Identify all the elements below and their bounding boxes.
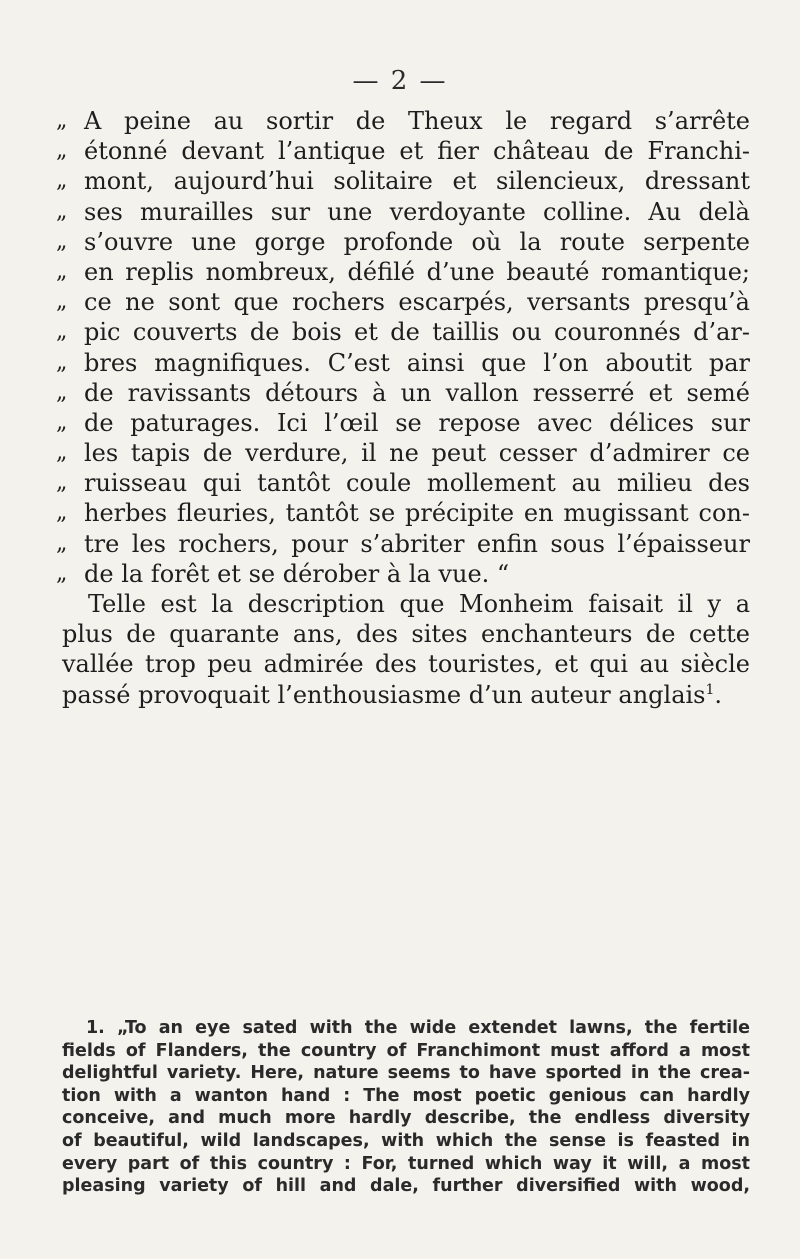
body-text (56, 106, 750, 710)
quote-mark: „ (56, 409, 68, 435)
quote-mark: „ (56, 470, 68, 496)
text-line (56, 468, 750, 498)
quote-mark: „ (56, 258, 68, 284)
quote-mark: „ (56, 319, 68, 345)
quote-mark: „ (56, 228, 68, 254)
text-line (56, 317, 750, 347)
text-line (62, 649, 750, 679)
text-line (56, 529, 750, 559)
quote-mark: „ (56, 289, 68, 315)
text-line (56, 227, 750, 257)
footnote-line: conceive, and much more hardly describe, the endless diversity (62, 1108, 750, 1129)
quote-mark: „ (56, 560, 68, 586)
line-text: s’ouvre une gorge profonde où la route serpente (84, 227, 750, 256)
quote-mark: „ (56, 440, 68, 466)
end-punctuation: . (714, 680, 723, 709)
footnote-line: every part of this country : For, turned which way it will, a most (62, 1153, 750, 1174)
footnote-line: of beautiful, wild landscapes, with which the sense is feasted in (62, 1130, 750, 1151)
line-text: ses murailles sur une verdoyante colline. Au delà (84, 197, 750, 226)
footnote-line: tion with a wanton hand : The most poetic genious can hardly (62, 1085, 750, 1106)
text-line (56, 348, 750, 378)
line-text: tre les rochers, pour s’abriter enfin sous l’épaisseur (84, 529, 750, 558)
line-text: ce ne sont que rochers escarpés, versants presqu’à (84, 288, 750, 317)
line-text: vallée trop peu admirée des touristes, et qui au siècle (62, 650, 750, 679)
text-line (56, 498, 750, 528)
footnote-line: delightful variety. Here, nature seems to have sported in the crea- (62, 1063, 750, 1084)
line-text: de ravissants détours à un vallon resserré et semé (84, 378, 750, 407)
text-line (62, 619, 750, 649)
quote-mark: „ (56, 168, 68, 194)
line-text: Telle est la description que Monheim faisait il y a (88, 590, 750, 618)
quote-mark: „ (56, 349, 68, 375)
text-line (56, 287, 750, 317)
text-line (56, 106, 750, 136)
quote-mark: „ (56, 108, 68, 133)
line-text (62, 680, 750, 710)
line-text: bres magnifiques. C’est ainsi que l’on aboutit par (84, 348, 750, 377)
text-line (56, 136, 750, 166)
footnote-line: pleasing variety of hill and dale, further diversified with wood, (62, 1176, 750, 1197)
footnote-line: 1. „To an eye sated with the wide extendet lawns, the fertile (86, 1018, 750, 1038)
text-line (56, 408, 750, 438)
line-text: en replis nombreux, défilé d’une beauté romantique; (84, 257, 750, 286)
text-line (56, 257, 750, 287)
line-text: mont, aujourd’hui solitaire et silencieux, dressant (84, 167, 750, 196)
text-line (56, 166, 750, 196)
quote-mark: „ (56, 500, 68, 526)
quote-mark: „ (56, 379, 68, 405)
line-text: de paturages. Ici l’œil se repose avec délices sur (84, 408, 750, 437)
text-line (56, 378, 750, 408)
quote-mark: „ (56, 198, 68, 224)
line-text-content: passé provoquait l’enthousiasme d’un auteur anglais (62, 680, 706, 709)
line-text: les tapis de verdure, il ne peut cesser d’admirer ce (84, 439, 750, 468)
line-text: herbes fleuries, tantôt se précipite en mugissant con- (84, 499, 750, 528)
footnote-line: fields of Flanders, the country of Franchimont must afford a most (62, 1040, 750, 1061)
line-text: ruisseau qui tantôt coule mollement au milieu des (84, 469, 750, 498)
text-line (62, 589, 750, 619)
text-line (56, 197, 750, 227)
quote-mark: „ (56, 138, 68, 164)
line-text: étonné devant l’antique et fier château de Franchi- (84, 137, 750, 166)
line-text: de la forêt et se dérober à la vue. “ (84, 559, 510, 588)
footnote (62, 1017, 750, 1198)
line-text: plus de quarante ans, des sites enchanteurs de cette (62, 620, 750, 649)
text-line (56, 559, 750, 589)
text-line (56, 438, 750, 468)
page-number: — 2 — (352, 66, 448, 96)
text-line (62, 680, 750, 710)
line-text: A peine au sortir de Theux le regard s’arrête (84, 107, 750, 135)
quote-mark: „ (56, 530, 68, 556)
footnote-reference: 1 (705, 681, 715, 698)
line-text: pic couverts de bois et de taillis ou couronnés d’ar- (84, 318, 750, 347)
